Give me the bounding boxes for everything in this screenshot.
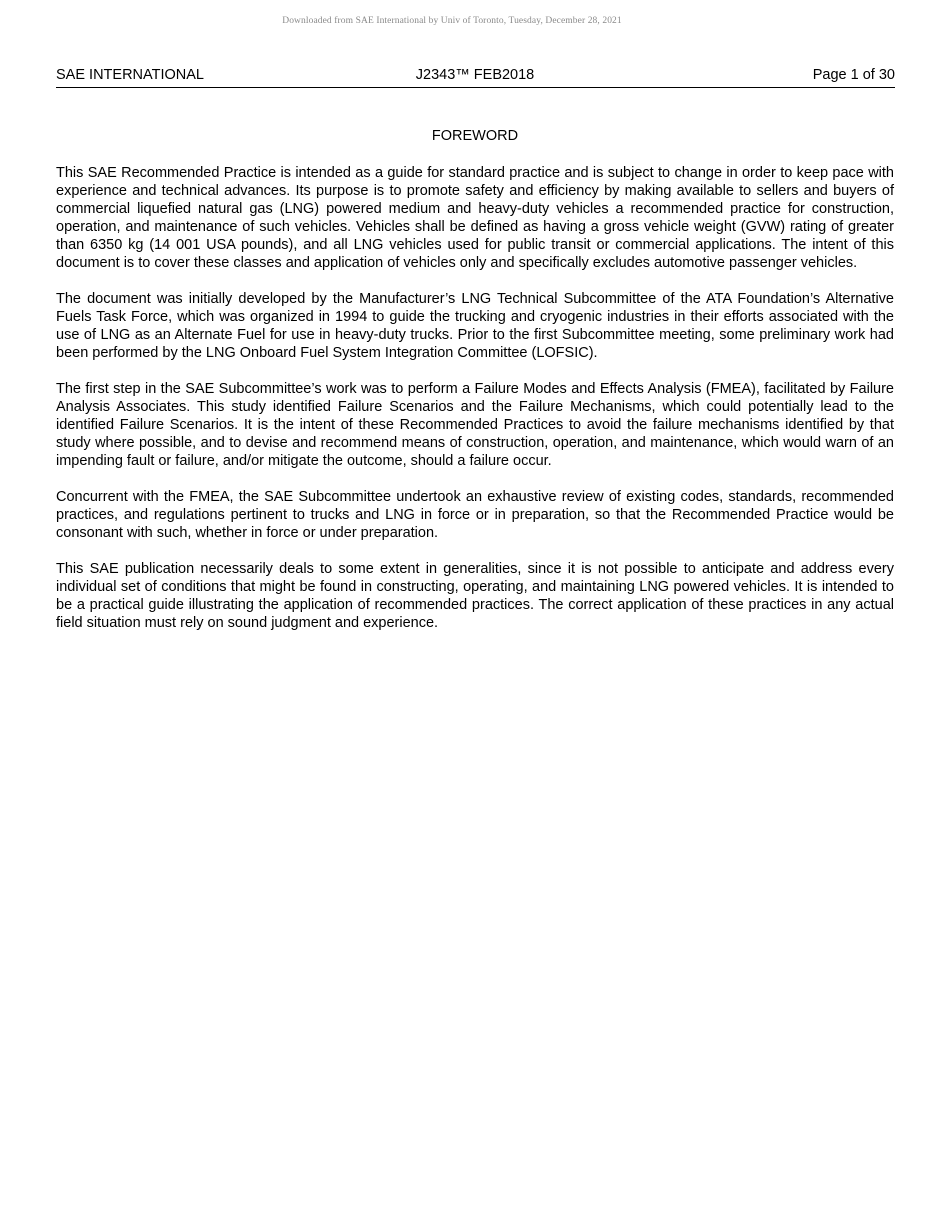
- foreword-paragraph-3: The first step in the SAE Subcommittee’s work was to perform a Failure Modes and Effects Analysis (FMEA), facilitated by Failure Analysis Associates. This study identified Failure Scenarios and the Failure Mechanisms, which could potentially lead to the identified Failure Scenarios. It is the intent of these Recommended Practices to avoid the failure mechanisms identified by that study where possible, and to devise and recommend means of construction, operation, and maintenance, which would warn of an impending fault or failure, and/or mitigate the outcome, should a failure occur.: [56, 381, 894, 469]
- foreword-paragraph-5: This SAE publication necessarily deals to some extent in generalities, since it is not possible to anticipate and address every individual set of conditions that might be found in constructing, operating, and maintaining LNG powered vehicles. It is intended to be a practical guide illustrating the application of recommended practices. The correct application of these practices in any actual field situation must rely on sound judgment and experience.: [56, 561, 894, 631]
- page-header: [56, 67, 895, 88]
- section-title: FOREWORD: [431, 128, 519, 144]
- foreword-paragraph-4: Concurrent with the FMEA, the SAE Subcommittee undertook an exhaustive review of existing codes, standards, recommended practices, and regulations pertinent to trucks and LNG in force or in preparation, so that the Recommended Practice would be consonant with such, whether in force or under preparation.: [56, 489, 894, 541]
- header-document-id: J2343™ FEB2018: [415, 67, 535, 83]
- foreword-paragraph-2: The document was initially developed by the Manufacturer’s LNG Technical Subcommittee of the ATA Foundation’s Alternative Fuels Task Force, which was organized in 1994 to guide the trucking and cryogenic industries in their efforts associated with the use of LNG as an Alternate Fuel for use in heavy-duty trucks. Prior to the first Subcommittee meeting, some preliminary work had been performed by the LNG Onboard Fuel System Integration Committee (LOFSIC).: [56, 291, 894, 361]
- foreword-paragraph-1: This SAE Recommended Practice is intended as a guide for standard practice and is subject to change in order to keep pace with experience and technical advances. Its purpose is to promote safety and efficiency by making available to sellers and buyers of commercial liquefied natural gas (LNG) powered medium and heavy-duty vehicles a recommended practice for construction, operation, and maintenance of such vehicles. Vehicles shall be defined as having a gross vehicle weight (GVW) rating of greater than 6350 kg (14 001 USA pounds), and all LNG vehicles used for public transit or commercial applications. The intent of this document is to cover these classes and application of vehicles only and specifically excludes automotive passenger vehicles.: [56, 165, 894, 271]
- download-watermark: Downloaded from SAE International by Univ of Toronto, Tuesday, December 28, 2021: [282, 16, 622, 26]
- header-organization: SAE INTERNATIONAL: [56, 67, 204, 83]
- header-page-number: Page 1 of 30: [812, 67, 895, 83]
- foreword-body: [56, 164, 894, 650]
